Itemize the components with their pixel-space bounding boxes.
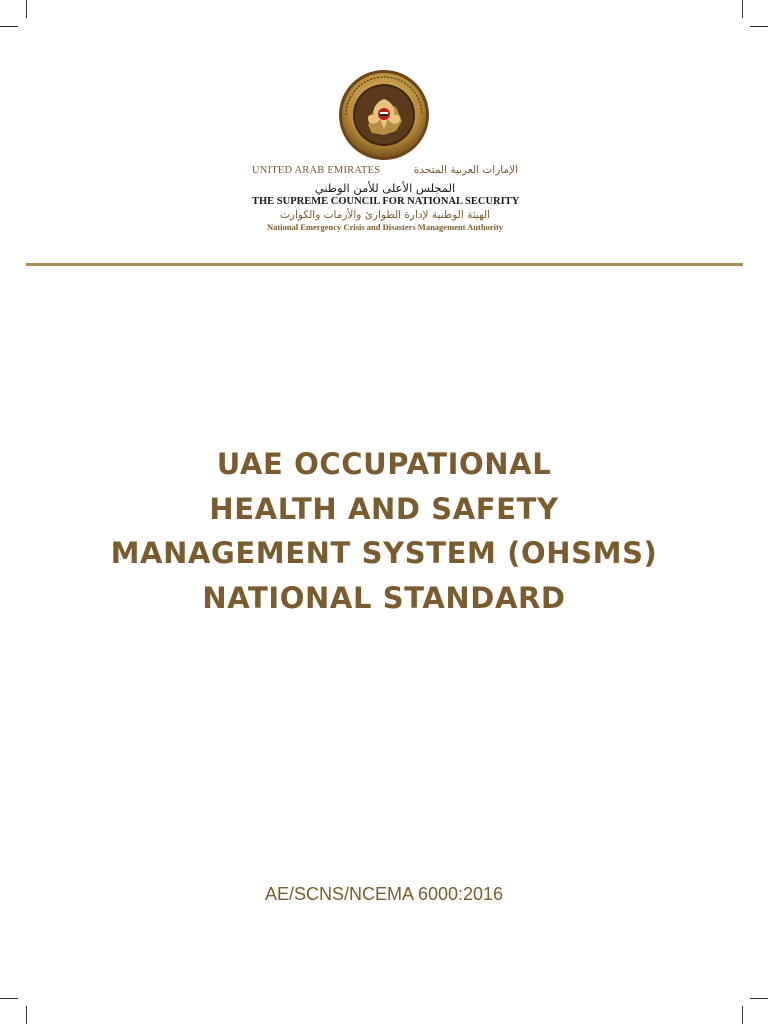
organization-header <box>252 164 518 232</box>
document-title <box>84 442 684 620</box>
title-line: MANAGEMENT SYSTEM (OHSMS) <box>110 536 658 570</box>
crop-mark <box>750 998 768 999</box>
council-name-ar: المجلس الأعلى للأمن الوطني <box>314 181 456 195</box>
emblem-icon <box>338 69 430 161</box>
title-line: HEALTH AND SAFETY <box>209 491 559 526</box>
standard-code: AE/SCNS/NCEMA 6000:2016 <box>264 884 504 904</box>
crop-mark <box>742 1006 743 1024</box>
crop-mark <box>0 26 18 27</box>
title-line: NATIONAL STANDARD <box>202 580 566 615</box>
country-name-ar: الإمارات العربية المتحدة <box>413 164 518 176</box>
council-name-en: THE SUPREME COUNCIL FOR NATIONAL SECURITY <box>252 196 520 207</box>
authority-name-en: National Emergency Crisis and Disasters Management Authority <box>266 222 504 232</box>
authority-name-ar: الهيئة الوطنية لإدارة الطوارئ والأزمات والكوارث <box>279 209 491 221</box>
crop-mark <box>26 1006 27 1024</box>
title-line: UAE OCCUPATIONAL <box>216 447 552 481</box>
country-row <box>252 164 518 176</box>
crop-mark <box>0 998 18 999</box>
crop-mark <box>742 0 743 18</box>
crop-mark <box>26 0 27 18</box>
crop-mark <box>750 26 768 27</box>
header-divider <box>26 263 743 266</box>
country-name-en: UNITED ARAB EMIRATES <box>252 165 381 176</box>
